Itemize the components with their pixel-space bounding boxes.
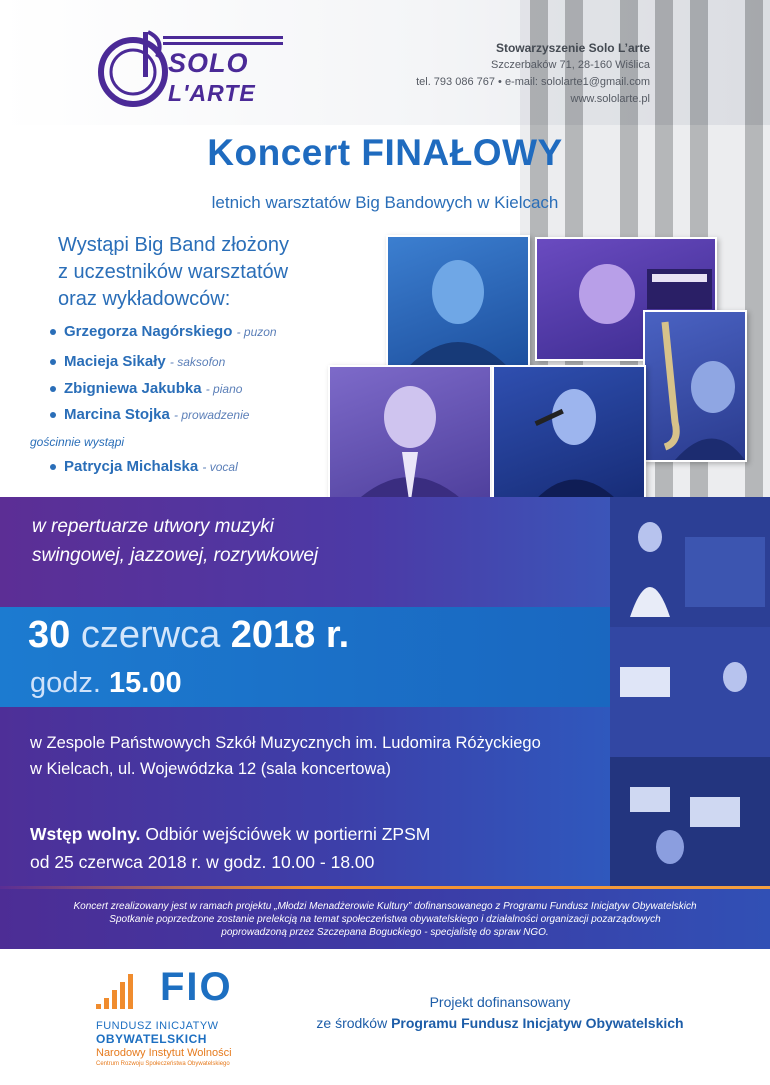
repertoire-line-2: swingowej, jazzowej, rozrywkowej	[32, 545, 319, 566]
fio-logo-word: FIO	[160, 965, 233, 1009]
performer-name: Marcina Stojka	[64, 406, 170, 423]
logo-text-solo: SOLO	[168, 48, 249, 78]
performer-item	[50, 406, 249, 423]
intro-line-2: z uczestników warsztatów	[58, 261, 289, 283]
intro-text	[58, 232, 358, 313]
venue-line-2: w Kielcach, ul. Wojewódzka 12 (sala koncertowa)	[30, 760, 392, 778]
project-info	[20, 900, 750, 939]
info-line-1: Koncert zrealizowany jest w ramach projektu „Młodzi Menadżerowie Kultury” dofinansowanego z Programu Fundusz Inicjatyw Obywatelskich	[73, 901, 697, 912]
date-day: 30	[28, 614, 71, 656]
date-year: 2018 r.	[230, 614, 350, 656]
time-value: 15.00	[109, 667, 182, 699]
organization-info	[350, 40, 650, 108]
info-line-2: Spotkanie poprzedzone zostanie prelekcją na temat społeczeństwa obywatelskiego i działalności organizacji pozarządowych	[109, 914, 661, 925]
fio-name-line-2: OBYWATELSKICH	[96, 1032, 207, 1046]
bullet-icon	[50, 412, 56, 418]
bullet-icon	[50, 464, 56, 470]
organization-name: Stowarzyszenie Solo L’arte	[495, 41, 650, 55]
bullet-icon	[50, 329, 56, 335]
info-line-3: poprowadzoną przez Szczepana Boguckiego - specjalistę do spraw NGO.	[221, 927, 549, 938]
intro-line-1: Wystąpi Big Band złożony	[58, 234, 290, 256]
performer-name: Grzegorza Nagórskiego	[64, 323, 233, 340]
repertoire-line-1: w repertuarze utwory muzyki	[32, 516, 274, 537]
concert-time	[30, 667, 182, 700]
photo-trombonist	[386, 235, 530, 369]
cofund-prefix: ze środków	[316, 1015, 388, 1031]
date-month: czerwca	[80, 614, 221, 656]
organization-address: Szczerbaków 71, 28-160 Wiślica	[491, 59, 650, 71]
guest-name: Patrycja Michalska	[64, 458, 199, 475]
venue-line-1: w Zespole Państwowych Szkół Muzycznych im. Ludomira Różyckiego	[30, 734, 541, 752]
entry-info	[30, 820, 600, 876]
fio-centre: Centrum Rozwoju Społeczeństwa Obywatelskiego	[96, 1061, 230, 1067]
performer-role: - prowadzenie	[174, 408, 250, 422]
entry-free-label: Wstęp wolny.	[30, 824, 141, 844]
time-label: godz.	[30, 667, 101, 699]
organization-website[interactable]: www.sololarte.pl	[570, 93, 650, 105]
page-title: Koncert FINAŁOWY	[207, 132, 563, 173]
performer-role: - puzon	[236, 325, 277, 339]
bullet-icon	[50, 359, 56, 365]
bullet-icon	[50, 386, 56, 392]
logo-text-larte: L'ARTE	[168, 80, 256, 106]
cofund-program: Programu Fundusz Inicjatyw Obywatelskich	[391, 1015, 684, 1031]
venue-text	[30, 730, 600, 782]
guest-performer-item	[50, 458, 238, 475]
repertoire-text	[32, 512, 592, 570]
photo-presenter	[328, 365, 492, 509]
performer-name: Zbigniewa Jakubka	[64, 380, 202, 397]
photo-saxophonist	[643, 310, 747, 462]
cofunding-note	[300, 992, 700, 1034]
concert-photos-strip	[610, 497, 770, 887]
performer-item	[50, 353, 225, 370]
page-subtitle: letnich warsztatów Big Bandowych w Kielcach	[211, 193, 559, 212]
performer-item	[50, 323, 277, 340]
concert-date	[28, 614, 349, 657]
fio-name-line-1: FUNDUSZ INICJATYW	[96, 1020, 219, 1032]
performer-item	[50, 380, 242, 397]
entry-ticket-info: Odbiór wejściówek w portierni ZPSM	[145, 824, 431, 844]
organization-contact[interactable]: tel. 793 086 767 • e-mail: sololarte1@gmail.com	[416, 76, 650, 88]
performer-role: - saksofon	[169, 355, 226, 369]
guest-role: - vocal	[202, 460, 238, 474]
photo-vocalist	[492, 365, 646, 509]
cofund-line-1: Projekt dofinansowany	[429, 994, 571, 1010]
guest-label: gościnnie wystąpi	[30, 435, 125, 449]
entry-dates: od 25 czerwca 2018 r. w godz. 10.00 - 18.00	[30, 852, 375, 872]
intro-line-3: oraz wykładowców:	[58, 288, 231, 310]
fio-institute: Narodowy Instytut Wolności	[96, 1047, 232, 1059]
fio-bars-icon	[96, 968, 156, 1012]
performer-role: - piano	[205, 382, 243, 396]
performer-name: Macieja Sikały	[64, 353, 166, 370]
